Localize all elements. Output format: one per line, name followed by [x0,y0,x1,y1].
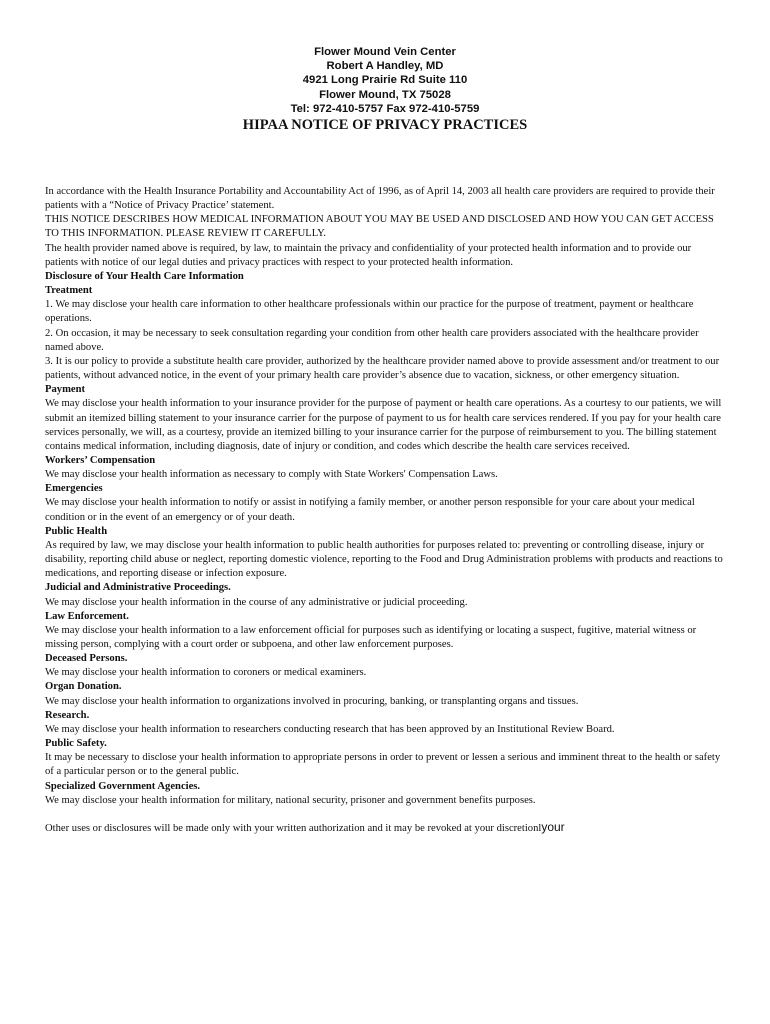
closing-tail: your [541,819,565,834]
closing-statement [45,820,725,836]
research-heading: Research. [45,709,90,721]
closing-text: Other uses or disclosures will be made only with your written authorization and it may be revoked at your discretionl [45,822,542,834]
treatment-item-2: 2. On occasion, it may be necessary to seek consultation regarding your condition from other health care providers associated with the healthcare provider named above. [45,327,699,353]
document-body [45,185,725,836]
address-line-1: 4921 Long Prairie Rd Suite 110 [302,74,468,87]
government-heading: Specialized Government Agencies. [45,780,201,792]
notice-warning: THIS NOTICE DESCRIBES HOW MEDICAL INFORMATION ABOUT YOU MAY BE USED AND DISCLOSED AND HOW YOU CAN GET ACCESS TO THIS INFORMATION. PLEASE REVIEW IT CAREFULLY. [45,214,714,240]
treatment-item-1: 1. We may disclose your health care information to other healthcare professionals within our practice for the purpose of treatment, payment or healthcare operations. [45,299,694,325]
intro-paragraph: In accordance with the Health Insurance Portability and Accountability Act of 1996, as of April 14, 2003 all health care providers are required to provide their patients with a “Notice of Privacy Practice’ statement. [45,186,715,212]
public-health-text: As required by law, we may disclose your health information to public health authorities for purposes related to: preventing or controlling disease, injury or disability, reporting child abuse or neglect, reporting domestic violence, reporting to the Food and Drug Administration problems with products and reactions to medications, and reporting disease or infection exposure. [45,539,723,580]
address-line-2: Flower Mound, TX 75028 [319,88,451,101]
public-safety-text: It may be necessary to disclose your health information to appropriate persons in order to prevent or lessen a serious and imminent threat to the health or safety of a particular person or to the general public. [45,752,721,778]
provider-statement: The health provider named above is required, by law, to maintain the privacy and confidentiality of your protected health information and to provide our patients with notice of our legal duties and privacy practices with respect to your protected health information. [45,242,692,268]
public-health-heading: Public Health [45,525,108,537]
phone-line: Tel: 972-410-5757 Fax 972-410-5759 [290,102,480,115]
judicial-heading: Judicial and Administrative Proceedings. [45,582,231,594]
doctor-name: Robert A Handley, MD [326,60,444,73]
disclosure-heading: Disclosure of Your Health Care Information [45,270,244,282]
law-enforcement-text: We may disclose your health information to a law enforcement official for purposes such as identifying or locating a suspect, fugitive, material witness or missing person, complying with a court order or subpoena, and other law enforcement purposes. [45,624,697,650]
judicial-text: We may disclose your health information in the course of any administrative or judicial proceeding. [45,596,468,608]
government-text: We may disclose your health information for military, national security, prisoner and government benefits purposes. [45,794,536,806]
organ-donation-text: We may disclose your health information to organizations involved in procuring, banking, or transplanting organs and tissues. [45,695,579,707]
emergencies-text: We may disclose your health information to notify or assist in notifying a family member, or another person responsible for your care about your medical condition or in the event of an emergency or of your death. [45,497,695,523]
deceased-heading: Deceased Persons. [45,653,128,665]
document-title: HIPAA NOTICE OF PRIVACY PRACTICES [242,117,528,134]
organ-donation-heading: Organ Donation. [45,681,122,693]
public-safety-heading: Public Safety. [45,738,107,750]
research-text: We may disclose your health information to researchers conducting research that has been approved by an Institutional Review Board. [45,723,615,735]
practice-name: Flower Mound Vein Center [314,46,456,58]
law-enforcement-heading: Law Enforcement. [45,610,129,622]
letterhead [0,45,770,134]
deceased-text: We may disclose your health information to coroners or medical examiners. [45,667,367,679]
workers-comp-heading: Workers’ Compensation [45,454,156,466]
treatment-heading: Treatment [45,285,93,297]
payment-heading: Payment [45,384,86,396]
workers-comp-text: We may disclose your health information as necessary to comply with State Workers' Compensation Laws. [45,469,498,481]
payment-text: We may disclose your health information to your insurance provider for the purpose of payment or health care operations. As a courtesy to our patients, we will submit an itemized billing statement to your insurance carrier for the purpose of payment to us for health care services rendered. If you pay for your health care services personally, we will, as a courtesy, provide an itemized billing to your insurance carrier for the purpose of reimbursement to you. The billing statement contains medical information, including diagnosis, date of injury or condition, and codes which describe the health care services received. [45,398,722,452]
treatment-item-3: 3. It is our policy to provide a substitute health care provider, authorized by the healthcare provider named above to provide assessment and/or treatment to our patients, without advanced notice, in the event of your primary health care provider’s absence due to vacation, sickness, or other emergency situation. [45,355,720,382]
emergencies-heading: Emergencies [45,483,103,495]
